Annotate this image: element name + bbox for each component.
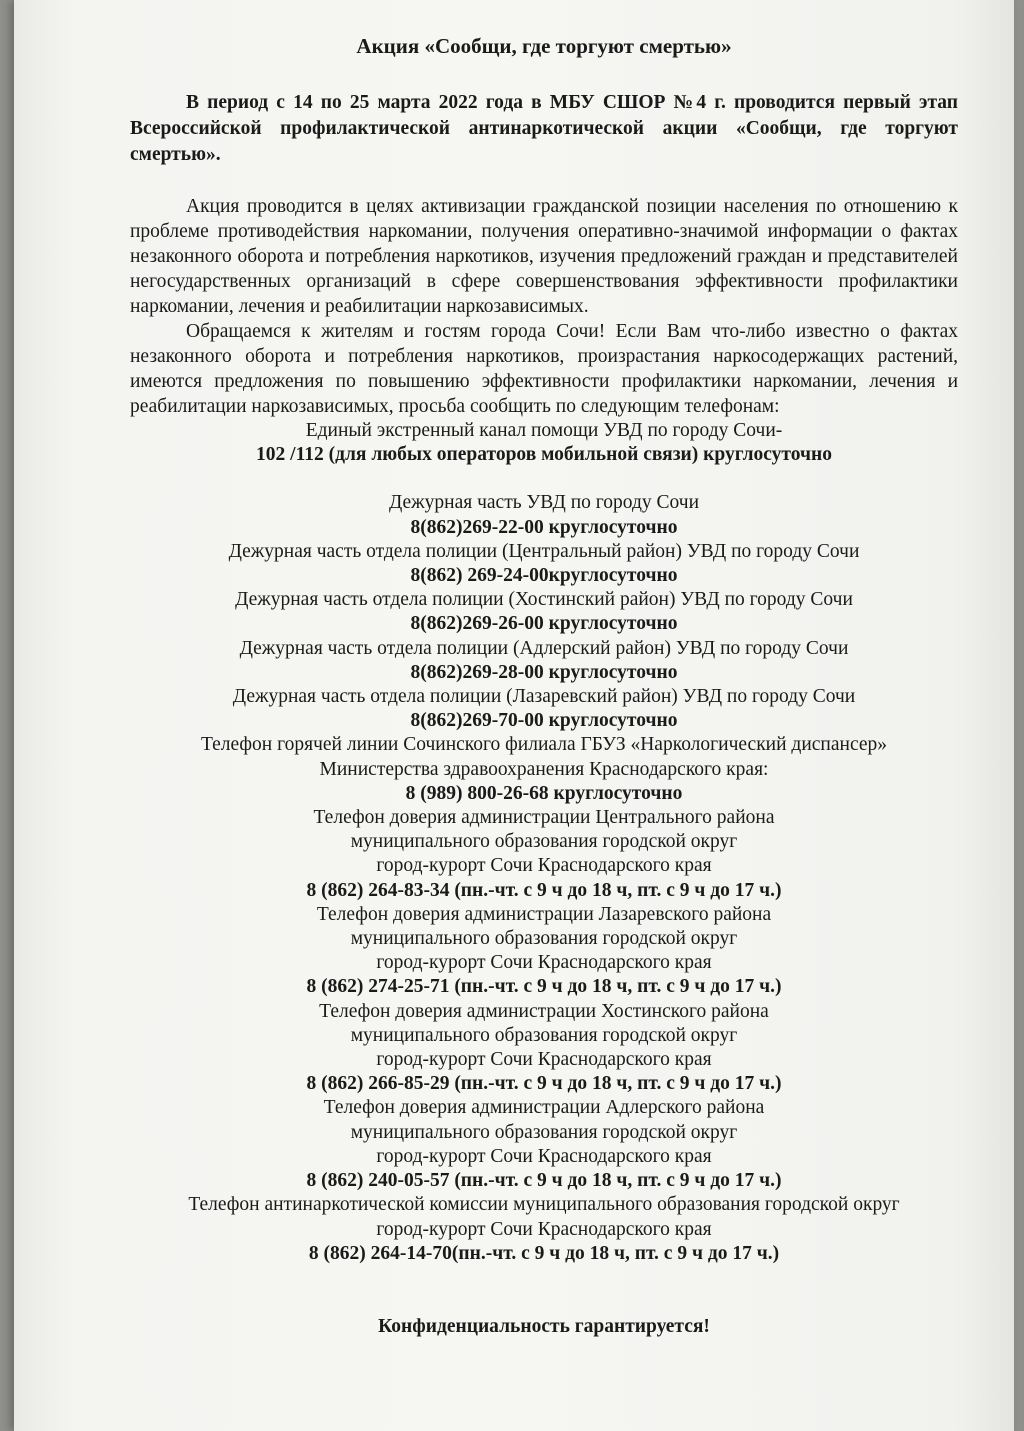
spacer [130,467,958,491]
trust-central-phone: 8 (862) 264-83-34 (пн.-чт. с 9 ч до 18 ч, пт. с 9 ч до 17 ч.) [306,879,782,901]
lazarev-police-phone: 8(862)269-70-00 круглосуточно [410,710,678,732]
commission-label-2: город-курорт Сочи Краснодарского края [376,1218,712,1240]
commission-label-1: Телефон антинаркотической комиссии муниципального образования городской округ [188,1194,900,1216]
trust-khosta-label-2: муниципального образования городской округ [350,1024,738,1046]
duty-label: Дежурная часть УВД по городу Сочи [388,492,700,514]
adler-police-phone: 8(862)269-28-00 круглосуточно [410,661,678,683]
trust-khosta-label-1: Телефон доверия администрации Хостинского района [319,1000,769,1022]
emergency-phone: 102 /112 (для любых операторов мобильной связи) круглосуточно [256,444,832,466]
paper-sheet [14,0,1014,1431]
trust-central-label-1: Телефон доверия администрации Центрального района [313,807,775,829]
contacts-list [130,419,958,1266]
trust-khosta-label-3: город-курорт Сочи Краснодарского края [376,1049,712,1071]
trust-adler-label-1: Телефон доверия администрации Адлерского района [323,1097,765,1119]
trust-adler-phone: 8 (862) 240-05-57 (пн.-чт. с 9 ч до 18 ч, пт. с 9 ч до 17 ч.) [306,1170,782,1192]
document-title: Акция «Сообщи, где торгуют смертью» [356,34,732,58]
trust-central-label-3: город-курорт Сочи Краснодарского края [376,855,712,877]
hotline-label-1: Телефон горячей линии Сочинского филиала ГБУЗ «Наркологический диспансер» [200,734,888,756]
trust-lazarev-label-2: муниципального образования городской округ [350,928,738,950]
central-police-phone: 8(862) 269-24-00круглосуточно [410,565,678,587]
trust-adler-label-3: город-курорт Сочи Краснодарского края [376,1145,712,1167]
lazarev-police-label: Дежурная часть отдела полиции (Лазаревский район) УВД по городу Сочи [232,686,856,708]
duty-phone: 8(862)269-22-00 круглосуточно [410,516,678,538]
khosta-police-phone: 8(862)269-26-00 круглосуточно [410,613,678,635]
khosta-police-label: Дежурная часть отдела полиции (Хостинский район) УВД по городу Сочи [235,589,853,611]
trust-adler-label-2: муниципального образования городской округ [350,1121,738,1143]
trust-central-label-2: муниципального образования городской округ [350,831,738,853]
hotline-label-2: Министерства здравоохранения Краснодарского края: [319,758,769,780]
adler-police-label: Дежурная часть отдела полиции (Адлерский район) УВД по городу Сочи [239,637,849,659]
appeal-paragraph: Обращаемся к жителям и гостям города Сочи! Если Вам что-либо известно о фактах незаконного оборота и потребления наркотиков, произрастания наркосодержащих растений, имеются предложения по повышению эффективности профилактики наркомании, лечения и реабилитации наркозависимых, просьба сообщить по следующим телефонам: [130,321,958,417]
trust-lazarev-label-1: Телефон доверия администрации Лазаревского района [316,903,772,925]
emergency-label: Единый экстренный канал помощи УВД по городу Сочи- [305,420,783,441]
document-body [130,32,958,1340]
purpose-paragraph: Акция проводится в целях активизации гражданской позиции населения по отношению к проблеме противодействия наркомании, получения оперативно-значимой информации о фактах незаконного оборота и потребления наркотиков, изучения предложений граждан и представителей негосударственных организаций в сфере совершенствования эффективности профилактики наркомании, лечения и реабилитации наркозависимых. [130,196,958,317]
confidentiality-note: Конфиденциальность гарантируется! [378,1315,710,1337]
trust-lazarev-phone: 8 (862) 274-25-71 (пн.-чт. с 9 ч до 18 ч, пт. с 9 ч до 17 ч.) [306,976,782,998]
lead-paragraph: В период с 14 по 25 марта 2022 года в МБУ СШОР №4 г. проводится первый этап Всероссийской профилактической антинаркотической акции «Сообщи, где торгуют смертью». [130,92,958,165]
trust-lazarev-label-3: город-курорт Сочи Краснодарского края [376,952,712,974]
commission-phone: 8 (862) 264-14-70(пн.-чт. с 9 ч до 18 ч, пт. с 9 ч до 17 ч.) [308,1242,780,1264]
trust-khosta-phone: 8 (862) 266-85-29 (пн.-чт. с 9 ч до 18 ч, пт. с 9 ч до 17 ч.) [306,1073,782,1095]
hotline-phone: 8 (989) 800-26-68 круглосуточно [405,782,683,804]
central-police-label: Дежурная часть отдела полиции (Центральный район) УВД по городу Сочи [228,540,860,562]
